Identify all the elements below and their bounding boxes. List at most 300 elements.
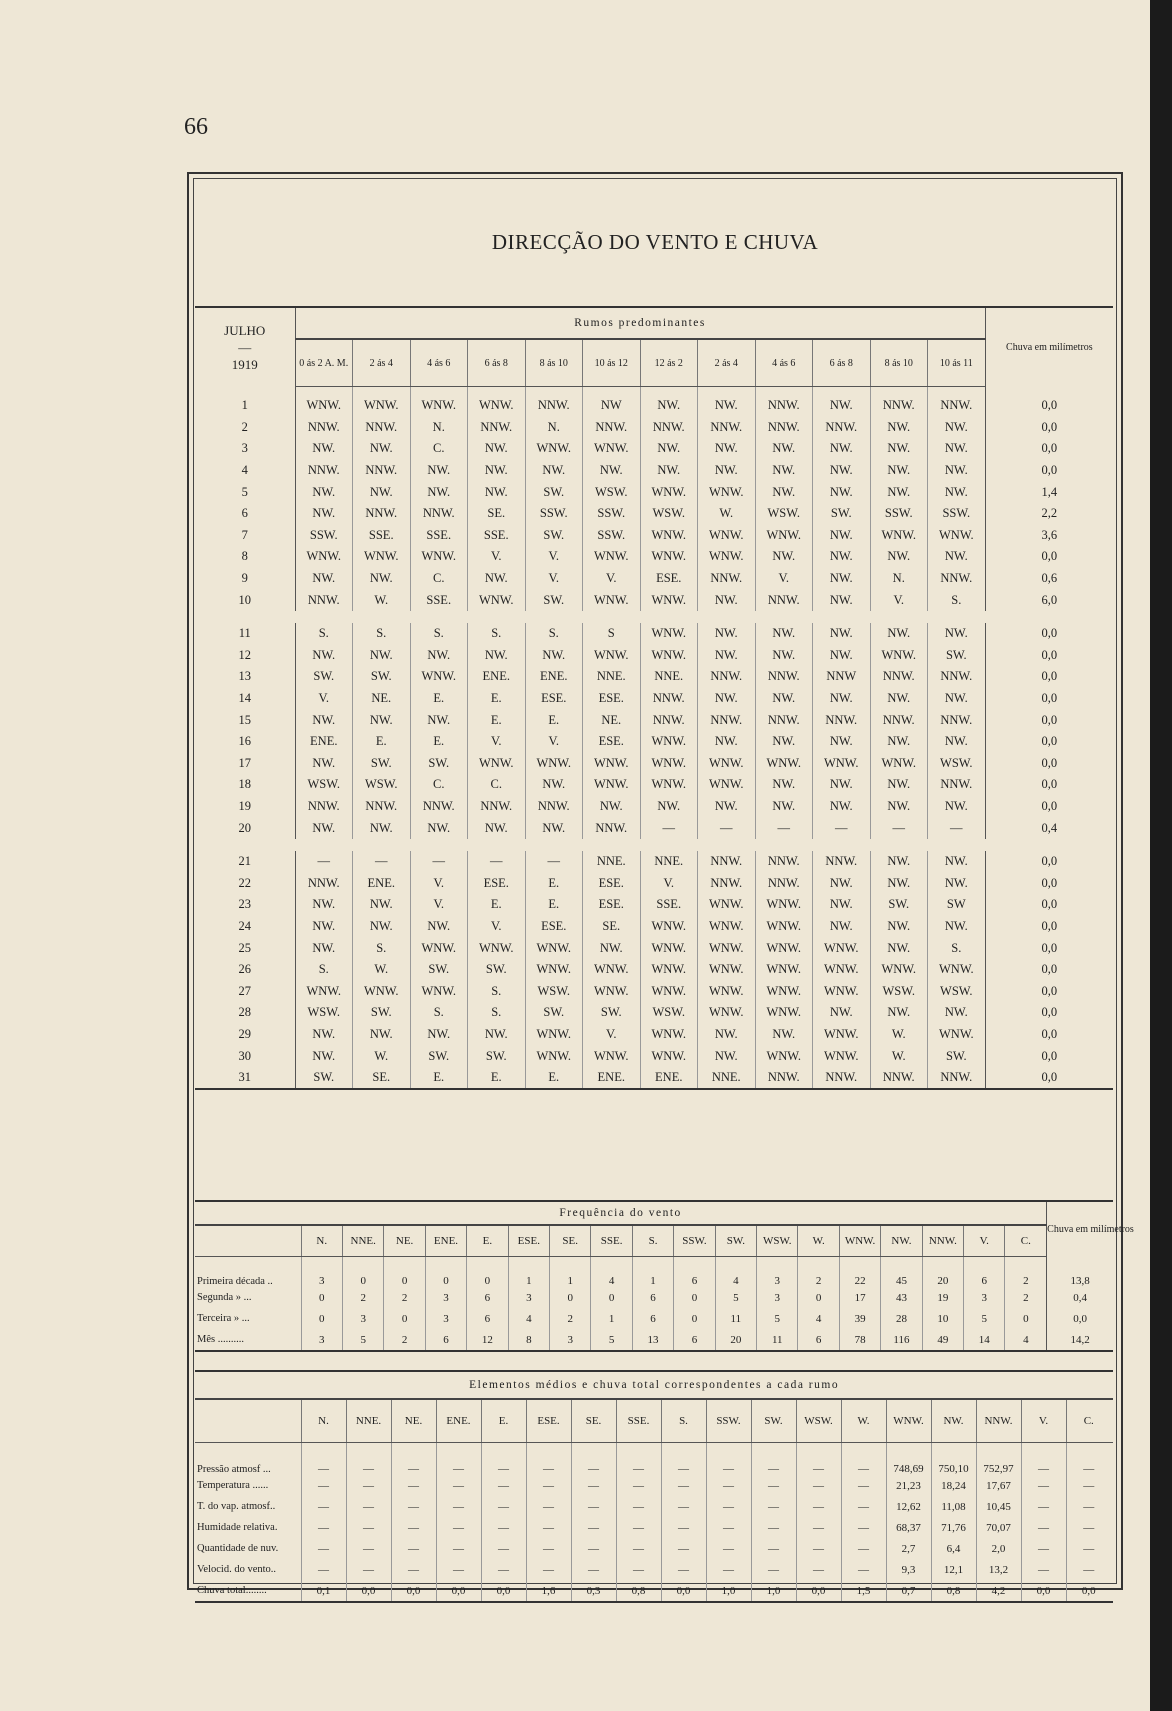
direction-cell: NNW.: [698, 872, 756, 894]
table-row: [195, 525, 1113, 547]
direction-cell: NW.: [698, 438, 756, 460]
frequency-cell: 0: [550, 1287, 591, 1308]
table-row: [195, 546, 1113, 568]
direction-cell: SW.: [468, 1045, 526, 1067]
direction-cell: NW.: [755, 438, 813, 460]
direction-cell: WNW.: [468, 753, 526, 775]
table-row: [195, 503, 1113, 525]
element-cell: —: [571, 1475, 616, 1496]
element-cell: —: [841, 1496, 886, 1517]
day-cell: 26: [195, 959, 295, 981]
rain-cell: 0,0: [985, 546, 1113, 568]
table-row: [195, 1443, 1113, 1476]
direction-cell: WNW.: [698, 525, 756, 547]
direction-cell: WSW.: [940, 983, 973, 998]
element-cell: 750,10: [931, 1443, 976, 1476]
element-cell: —: [346, 1443, 391, 1476]
spacer-cell: [195, 611, 1113, 623]
direction-cell: V.: [583, 1024, 641, 1046]
direction-cell: WNW.: [295, 546, 353, 568]
direction-cell: NNW.: [295, 796, 353, 818]
direction-cell: NW.: [944, 691, 968, 706]
direction-cell: WNW.: [755, 1045, 813, 1067]
element-cell: 21,23: [886, 1475, 931, 1496]
direction-header: WSW.: [796, 1399, 841, 1443]
direction-cell: NW.: [525, 774, 583, 796]
frequency-cell: 4: [508, 1308, 549, 1329]
element-cell: —: [796, 1559, 841, 1580]
day-cell: 9: [195, 568, 295, 590]
table-row: [195, 709, 1113, 731]
frequency-cell: 78: [839, 1329, 880, 1351]
frequency-cell: 3: [550, 1329, 591, 1351]
direction-cell: NNW.: [940, 777, 973, 792]
day-cell: 19: [195, 796, 295, 818]
frequency-cell: 6: [632, 1287, 673, 1308]
element-cell: —: [1021, 1443, 1066, 1476]
page-number: 66: [184, 114, 208, 140]
element-cell: 18,24: [931, 1475, 976, 1496]
rain-header: Chuva em milímetros: [985, 307, 1113, 387]
direction-cell: NNW.: [295, 460, 353, 482]
direction-cell: —: [870, 817, 928, 839]
element-cell: 0,8: [931, 1580, 976, 1602]
direction-cell: NW.: [944, 626, 968, 641]
direction-cell: NNW.: [698, 666, 756, 688]
element-cell: —: [526, 1443, 571, 1476]
direction-cell: SW.: [353, 1002, 411, 1024]
direction-cell: NNW.: [755, 709, 813, 731]
direction-cell: SSW.: [942, 506, 971, 521]
direction-cell: WNW.: [939, 1026, 974, 1041]
spacer-cell: [195, 839, 1113, 851]
direction-cell: NW.: [698, 623, 756, 645]
elements-table: [195, 1370, 1113, 1603]
direction-header: C.: [1066, 1399, 1111, 1443]
direction-cell: V.: [640, 872, 698, 894]
direction-cell: E.: [525, 709, 583, 731]
table-row: [195, 417, 1113, 439]
row-end: [1111, 1496, 1113, 1517]
rain-cell: 0,4: [985, 817, 1113, 839]
direction-cell: S.: [353, 937, 411, 959]
direction-cell: —: [525, 851, 583, 873]
frequency-cell: 0: [425, 1257, 466, 1288]
element-cell: —: [436, 1443, 481, 1476]
direction-cell: SSE.: [640, 894, 698, 916]
direction-cell: V.: [525, 568, 583, 590]
direction-cell: V.: [468, 916, 526, 938]
element-cell: —: [616, 1538, 661, 1559]
wind-direction-table: [195, 306, 1113, 1090]
direction-cell: NW.: [944, 1005, 968, 1020]
direction-cell: V.: [410, 872, 468, 894]
table-row: [195, 872, 1113, 894]
frequency-cell: 6: [964, 1257, 1005, 1288]
direction-cell: NW.: [755, 774, 813, 796]
element-cell: 0,1: [301, 1580, 346, 1602]
rain-cell: 0,0: [985, 709, 1113, 731]
direction-header: W.: [841, 1399, 886, 1443]
direction-header: SW.: [715, 1225, 756, 1257]
direction-cell: S.: [468, 623, 526, 645]
element-cell: 0,0: [346, 1580, 391, 1602]
element-cell: 0,0: [1066, 1580, 1111, 1602]
element-cell: —: [796, 1496, 841, 1517]
frequency-cell: 2: [384, 1287, 425, 1308]
element-cell: —: [391, 1559, 436, 1580]
direction-cell: NNW.: [940, 571, 973, 586]
direction-cell: NW.: [353, 1024, 411, 1046]
direction-cell: NW.: [813, 589, 871, 611]
element-cell: 0,0: [796, 1580, 841, 1602]
direction-cell: NW.: [755, 546, 813, 568]
table-row: [195, 1538, 1113, 1559]
table-row: [195, 460, 1113, 482]
direction-cell: WNW.: [640, 753, 698, 775]
direction-cell: NW.: [410, 1024, 468, 1046]
direction-cell: SW.: [295, 666, 353, 688]
frequency-cell: 5: [591, 1329, 632, 1351]
direction-cell: V.: [468, 731, 526, 753]
rain-cell: 0,0: [985, 753, 1113, 775]
period-header: 4 ás 6: [410, 339, 468, 387]
row-end: [1111, 1517, 1113, 1538]
rain-cell: 0,0: [985, 1045, 1113, 1067]
direction-cell: WSW.: [353, 774, 411, 796]
rain-cell: 0,0: [985, 688, 1113, 710]
direction-cell: WSW.: [295, 1002, 353, 1024]
direction-cell: —: [813, 817, 871, 839]
element-cell: —: [346, 1496, 391, 1517]
direction-cell: WNW.: [698, 753, 756, 775]
direction-cell: WNW.: [525, 438, 583, 460]
frequency-cell: 3: [301, 1257, 342, 1288]
day-cell: 25: [195, 937, 295, 959]
direction-header: E.: [481, 1399, 526, 1443]
frequency-group-header: Frequência do vento: [195, 1201, 1047, 1225]
element-cell: 10,45: [976, 1496, 1021, 1517]
direction-cell: NNW.: [583, 817, 641, 839]
table-row: [195, 959, 1113, 981]
directions-group-header: Rumos predominantes: [295, 307, 985, 339]
direction-cell: W.: [353, 1045, 411, 1067]
element-cell: 0,0: [391, 1580, 436, 1602]
direction-cell: NW.: [295, 817, 353, 839]
direction-cell: WNW.: [698, 546, 756, 568]
frequency-cell: 39: [839, 1308, 880, 1329]
frequency-cell: 28: [881, 1308, 922, 1329]
frequency-header-row: [195, 1225, 1113, 1257]
rain-cell: 0,0: [985, 959, 1113, 981]
direction-cell: NW.: [813, 872, 871, 894]
direction-cell: NW.: [813, 645, 871, 667]
direction-cell: ESE.: [525, 916, 583, 938]
frequency-cell: 2: [1005, 1257, 1047, 1288]
direction-cell: WNW.: [698, 481, 756, 503]
element-cell: —: [481, 1443, 526, 1476]
element-cell: —: [346, 1559, 391, 1580]
direction-cell: NW.: [944, 549, 968, 564]
direction-cell: ENE.: [468, 666, 526, 688]
direction-cell: WNW.: [353, 546, 411, 568]
element-cell: 12,62: [886, 1496, 931, 1517]
direction-cell: SW.: [525, 525, 583, 547]
direction-header: NNE.: [346, 1399, 391, 1443]
frequency-cell: 0: [591, 1287, 632, 1308]
direction-cell: WNW.: [939, 527, 974, 542]
direction-header: NNW.: [922, 1225, 963, 1257]
direction-cell: NNW.: [813, 417, 871, 439]
rain-cell: 0,0: [985, 916, 1113, 938]
direction-cell: WNW.: [698, 959, 756, 981]
direction-cell: NNW.: [525, 387, 583, 417]
element-cell: —: [1066, 1496, 1111, 1517]
direction-cell: NNW.: [698, 709, 756, 731]
day-cell: 15: [195, 709, 295, 731]
direction-cell: WSW.: [583, 481, 641, 503]
period-header: 10 ás 11: [928, 339, 986, 387]
frequency-table: [195, 1200, 1134, 1352]
direction-cell: WNW.: [468, 589, 526, 611]
direction-cell: NW.: [640, 438, 698, 460]
element-cell: —: [661, 1443, 706, 1476]
direction-cell: S.: [295, 959, 353, 981]
direction-cell: NNW.: [813, 709, 871, 731]
direction-cell: WSW.: [295, 774, 353, 796]
direction-cell: NNW.: [410, 796, 468, 818]
direction-header: V.: [964, 1225, 1005, 1257]
table-row: [195, 1002, 1113, 1024]
frequency-cell: 5: [964, 1308, 1005, 1329]
element-cell: —: [751, 1475, 796, 1496]
frequency-cell: 45: [881, 1257, 922, 1288]
element-cell: —: [391, 1517, 436, 1538]
rain-cell: 0,0: [985, 460, 1113, 482]
element-cell: —: [346, 1475, 391, 1496]
direction-cell: WNW.: [870, 645, 928, 667]
table-row: [195, 1257, 1113, 1288]
period-header-row: [195, 339, 1113, 387]
spacer-row: [195, 839, 1113, 851]
direction-cell: NW.: [944, 875, 968, 890]
direction-cell: NW.: [410, 916, 468, 938]
direction-cell: NW.: [870, 460, 928, 482]
day-cell: 6: [195, 503, 295, 525]
table-row: [195, 980, 1113, 1002]
direction-cell: SW.: [525, 589, 583, 611]
direction-cell: WNW.: [640, 589, 698, 611]
month-header: [195, 307, 295, 387]
element-cell: —: [481, 1538, 526, 1559]
direction-cell: NNW.: [755, 851, 813, 873]
element-cell: 0,7: [886, 1580, 931, 1602]
direction-cell: N.: [525, 417, 583, 439]
direction-header: SE.: [571, 1399, 616, 1443]
day-cell: 27: [195, 980, 295, 1002]
element-cell: —: [661, 1475, 706, 1496]
direction-cell: WNW.: [410, 666, 468, 688]
rain-cell: 6,0: [985, 589, 1113, 611]
frequency-cell: 22: [839, 1257, 880, 1288]
rain-cell: 0,0: [985, 851, 1113, 873]
direction-cell: NW.: [813, 438, 871, 460]
table-row: [195, 666, 1113, 688]
element-cell: 0,3: [571, 1580, 616, 1602]
direction-cell: WNW.: [939, 962, 974, 977]
element-cell: 13,2: [976, 1559, 1021, 1580]
direction-header: W.: [798, 1225, 839, 1257]
rain-cell: 0,6: [985, 568, 1113, 590]
rain-cell: 13,8: [1047, 1257, 1113, 1288]
day-cell: 23: [195, 894, 295, 916]
table-row: [195, 568, 1113, 590]
direction-cell: WNW.: [813, 753, 871, 775]
element-cell: 9,3: [886, 1559, 931, 1580]
direction-cell: NW.: [353, 709, 411, 731]
direction-header: NE.: [384, 1225, 425, 1257]
direction-cell: ESE.: [583, 872, 641, 894]
frequency-cell: 4: [591, 1257, 632, 1288]
direction-cell: NW.: [870, 731, 928, 753]
element-cell: 70,07: [976, 1517, 1021, 1538]
frequency-cell: 0: [384, 1257, 425, 1288]
table-row: [195, 1067, 1113, 1090]
table-row: [195, 1308, 1113, 1329]
direction-cell: N.: [410, 417, 468, 439]
direction-header: NW.: [881, 1225, 922, 1257]
period-header: 12 ás 2: [640, 339, 698, 387]
direction-cell: ENE.: [583, 1067, 641, 1090]
element-cell: —: [706, 1496, 751, 1517]
direction-cell: V.: [755, 568, 813, 590]
table-row: [195, 688, 1113, 710]
direction-cell: —: [698, 817, 756, 839]
direction-cell: S.: [525, 623, 583, 645]
direction-cell: —: [410, 851, 468, 873]
element-cell: —: [391, 1443, 436, 1476]
direction-cell: NNE.: [583, 666, 641, 688]
direction-header: V.: [1021, 1399, 1066, 1443]
element-cell: —: [616, 1475, 661, 1496]
element-cell: —: [1021, 1559, 1066, 1580]
direction-cell: WNW.: [640, 959, 698, 981]
direction-cell: WNW.: [870, 959, 928, 981]
direction-cell: WNW.: [410, 546, 468, 568]
direction-cell: WNW.: [583, 959, 641, 981]
row-label: Chuva total........: [195, 1580, 301, 1602]
direction-cell: NW.: [870, 872, 928, 894]
element-cell: —: [481, 1496, 526, 1517]
frequency-cell: 2: [384, 1329, 425, 1351]
row-label: Terceira » ...: [197, 1313, 250, 1324]
direction-cell: NW.: [295, 438, 353, 460]
element-cell: —: [616, 1517, 661, 1538]
direction-cell: WNW.: [410, 980, 468, 1002]
element-cell: —: [1066, 1475, 1111, 1496]
row-label: Pressão atmosf ...: [197, 1464, 271, 1475]
day-cell: 24: [195, 916, 295, 938]
direction-cell: NNW.: [698, 851, 756, 873]
table-row: [195, 589, 1113, 611]
element-cell: —: [526, 1538, 571, 1559]
frequency-cell: 10: [922, 1308, 963, 1329]
table-row: [195, 1024, 1113, 1046]
direction-cell: SSW.: [525, 503, 583, 525]
direction-cell: NW.: [755, 688, 813, 710]
table-row: [195, 645, 1113, 667]
frequency-cell: 11: [757, 1329, 798, 1351]
row-label: Humidade relativa.: [197, 1522, 278, 1533]
direction-cell: NW.: [755, 796, 813, 818]
direction-cell: WNW.: [813, 959, 871, 981]
element-cell: —: [616, 1496, 661, 1517]
direction-cell: NW.: [295, 709, 353, 731]
rain-cell: 0,0: [985, 1002, 1113, 1024]
period-header: 4 ás 6: [755, 339, 813, 387]
frequency-cell: 116: [881, 1329, 922, 1351]
day-cell: 10: [195, 589, 295, 611]
day-cell: 12: [195, 645, 295, 667]
frequency-cell: 4: [798, 1308, 839, 1329]
direction-header: WNW.: [886, 1399, 931, 1443]
direction-cell: NW.: [353, 481, 411, 503]
frequency-cell: 43: [881, 1287, 922, 1308]
direction-cell: NW.: [525, 460, 583, 482]
direction-cell: NW.: [410, 817, 468, 839]
day-cell: 3: [195, 438, 295, 460]
direction-cell: V.: [870, 589, 928, 611]
table-row: [195, 481, 1113, 503]
direction-header: NW.: [931, 1399, 976, 1443]
frequency-cell: 5: [342, 1329, 383, 1351]
direction-cell: WNW.: [525, 1045, 583, 1067]
direction-cell: E.: [468, 688, 526, 710]
element-cell: —: [796, 1538, 841, 1559]
element-cell: —: [301, 1443, 346, 1476]
rain-cell: 1,4: [985, 481, 1113, 503]
direction-cell: WNW.: [755, 525, 813, 547]
element-cell: —: [706, 1475, 751, 1496]
element-cell: 1,5: [841, 1580, 886, 1602]
direction-cell: NW.: [944, 734, 968, 749]
direction-cell: NNW.: [353, 503, 411, 525]
direction-cell: WNW.: [813, 937, 871, 959]
page-title: DIRECÇÃO DO VENTO E CHUVA: [491, 230, 819, 254]
day-cell: 16: [195, 731, 295, 753]
table-row: [195, 796, 1113, 818]
period-header: 8 ás 10: [870, 339, 928, 387]
direction-cell: NW.: [870, 417, 928, 439]
direction-cell: WNW.: [640, 774, 698, 796]
frequency-cell: 1: [632, 1257, 673, 1288]
direction-cell: NW.: [698, 387, 756, 417]
direction-cell: ENE.: [353, 872, 411, 894]
frequency-cell: 49: [922, 1329, 963, 1351]
direction-cell: S.: [951, 940, 962, 955]
direction-cell: NW.: [583, 937, 641, 959]
direction-cell: NW.: [813, 894, 871, 916]
direction-cell: NNW.: [640, 417, 698, 439]
direction-cell: WNW.: [525, 1024, 583, 1046]
element-cell: 4,2: [976, 1580, 1021, 1602]
direction-cell: WNW.: [698, 774, 756, 796]
direction-cell: NNW: [813, 666, 871, 688]
direction-cell: W.: [353, 589, 411, 611]
frequency-cell: 1: [591, 1308, 632, 1329]
element-cell: —: [841, 1559, 886, 1580]
row-label: Quantidade de nuv.: [197, 1543, 279, 1554]
